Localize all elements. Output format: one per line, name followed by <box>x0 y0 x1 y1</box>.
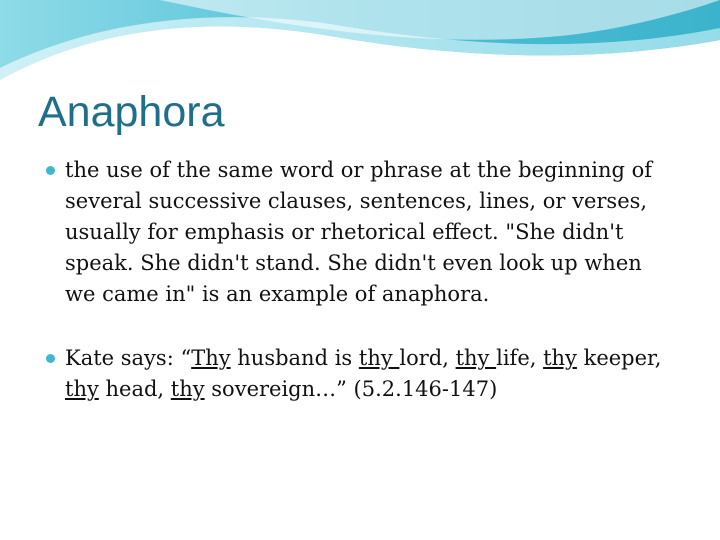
underlined-thy: thy <box>358 346 400 370</box>
underlined-thy: thy <box>65 377 99 401</box>
header-wave-decoration <box>0 0 720 90</box>
bullet-dot-icon <box>46 166 55 175</box>
underlined-thy: thy <box>543 346 577 370</box>
bullet-quote <box>44 343 674 405</box>
bullet-definition <box>44 155 674 310</box>
underlined-thy: thy <box>170 377 205 401</box>
quote-text: Kate says: “Thy husband is thy lord, thy life, thy keeper, thy head, thy sovereign…” (5.2.146-147) <box>65 346 662 401</box>
underlined-thy: Thy <box>191 346 231 370</box>
slide-title: Anaphora <box>38 88 225 136</box>
bullet-definition-text: the use of the same word or phrase at the beginning of several successive clauses, sentences, lines, or verses, usually for emphasis or rhetorical effect. "She didn't speak. She didn't stand. She didn't even look up when we came in" is an example of anaphora. <box>65 158 653 306</box>
underlined-thy: thy <box>455 346 497 370</box>
slide-body <box>44 155 674 405</box>
bullet-dot-icon <box>46 354 55 363</box>
